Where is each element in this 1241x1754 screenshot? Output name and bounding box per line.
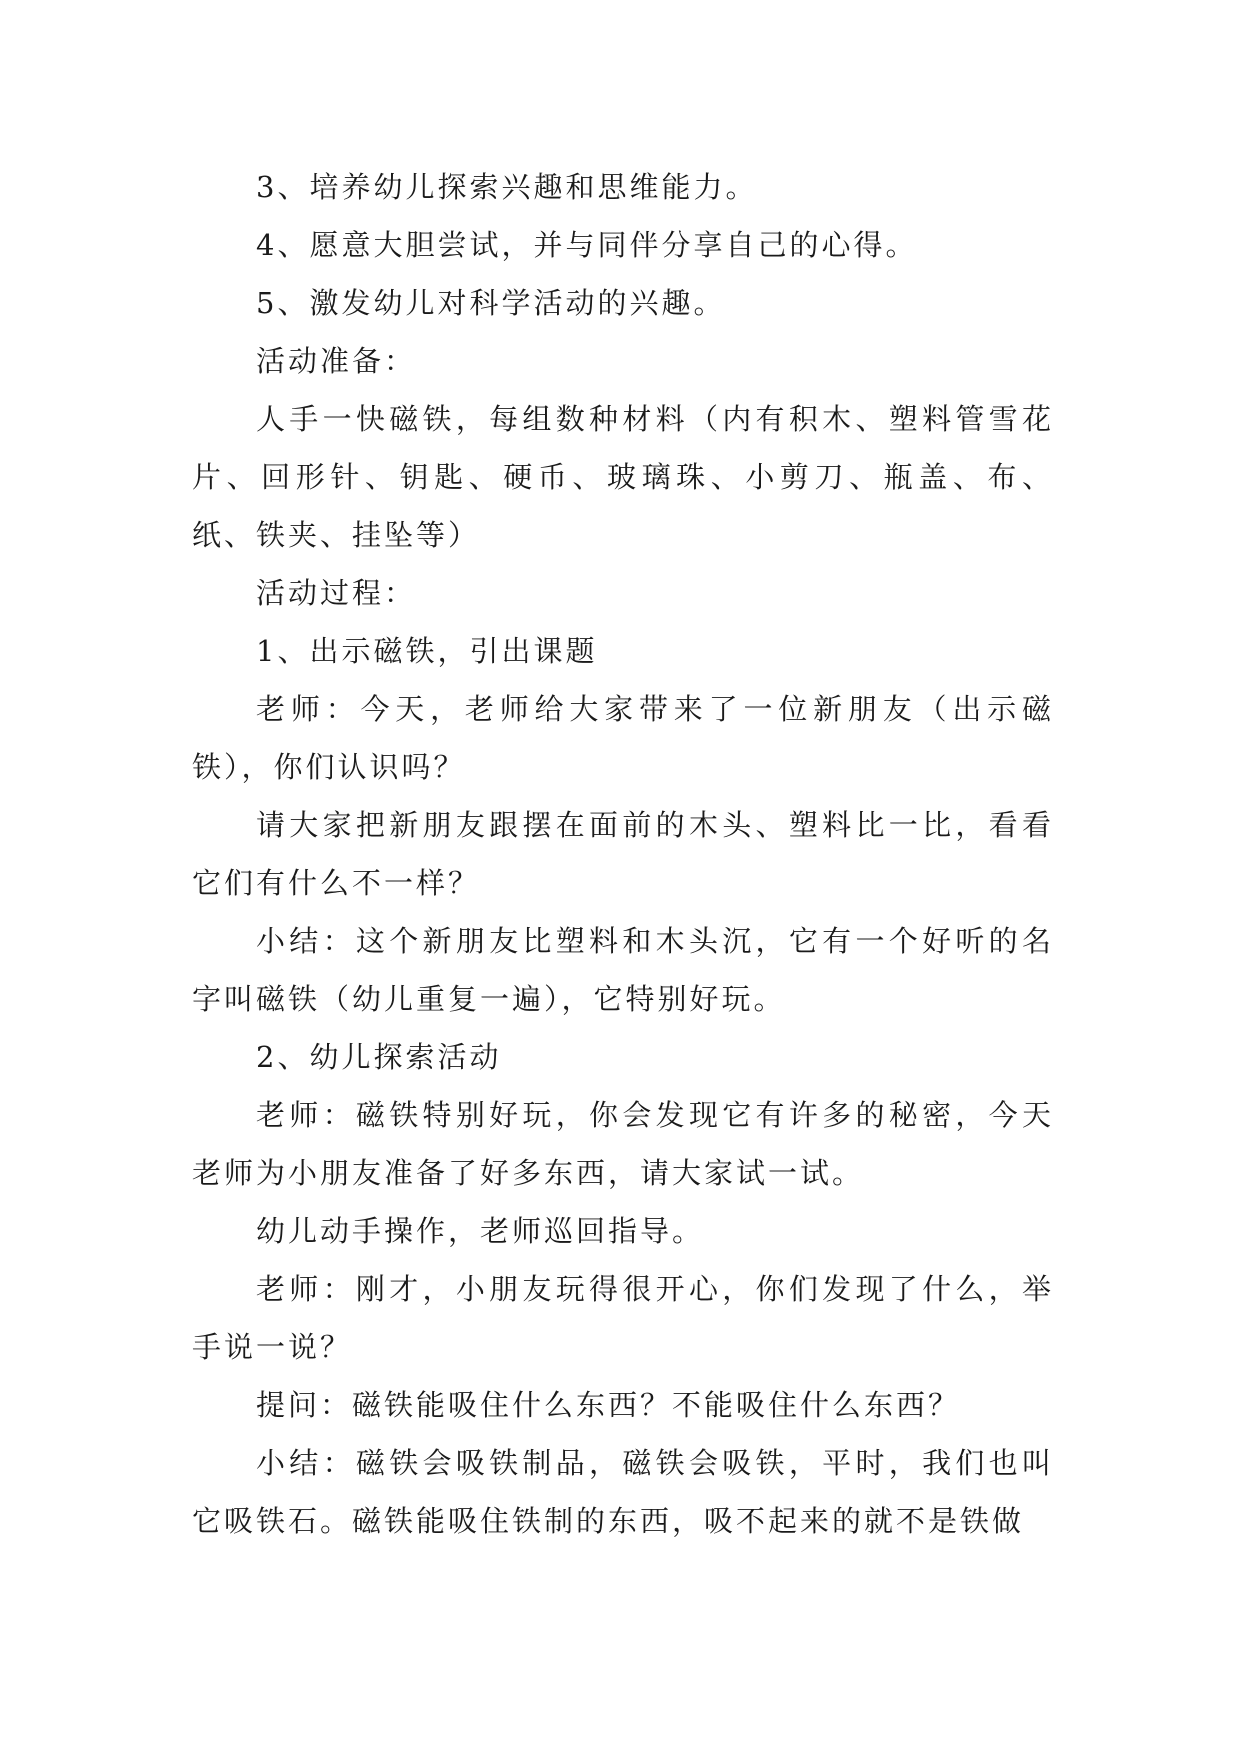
teacher-explore: 老师：磁铁特别好玩，你会发现它有许多的秘密，今天老师为小朋友准备了好多东西，请大家试一试。 — [192, 1098, 1054, 1190]
teacher-intro: 老师：今天，老师给大家带来了一位新朋友（出示磁铁），你们认识吗？ — [192, 692, 1054, 784]
teacher-ask: 老师：刚才，小朋友玩得很开心，你们发现了什么，举手说一说？ — [192, 1272, 1054, 1364]
question: 提问：磁铁能吸住什么东西？不能吸住什么东西？ — [256, 1388, 961, 1422]
summary-1: 小结：这个新朋友比塑料和木头沉，它有一个好听的名字叫磁铁（幼儿重复一遍），它特别好玩。 — [192, 924, 1054, 1016]
preparation-heading: 活动准备： — [256, 344, 417, 378]
children-operate: 幼儿动手操作，老师巡回指导。 — [256, 1214, 705, 1248]
process-heading: 活动过程： — [256, 576, 417, 610]
compare-prompt: 请大家把新朋友跟摆在面前的木头、塑料比一比，看看它们有什么不一样？ — [192, 808, 1054, 900]
objective-3: 3、培养幼儿探索兴趣和思维能力。 — [256, 170, 758, 204]
summary-2: 小结：磁铁会吸铁制品，磁铁会吸铁，平时，我们也叫它吸铁石。磁铁能吸住铁制的东西，吸不起来的就不是铁做 — [192, 1446, 1054, 1538]
objective-5: 5、激发幼儿对科学活动的兴趣。 — [256, 286, 726, 320]
step-2-heading: 2、幼儿探索活动 — [256, 1040, 502, 1074]
preparation-materials: 人手一快磁铁，每组数种材料（内有积木、塑料管雪花片、回形针、钥匙、硬币、玻璃珠、小剪刀、瓶盖、布、纸、铁夹、挂坠等） — [192, 402, 1054, 552]
document-body — [192, 158, 1054, 1550]
objective-4: 4、愿意大胆尝试，并与同伴分享自己的心得。 — [256, 228, 918, 262]
step-1-heading: 1、出示磁铁，引出课题 — [256, 634, 598, 668]
